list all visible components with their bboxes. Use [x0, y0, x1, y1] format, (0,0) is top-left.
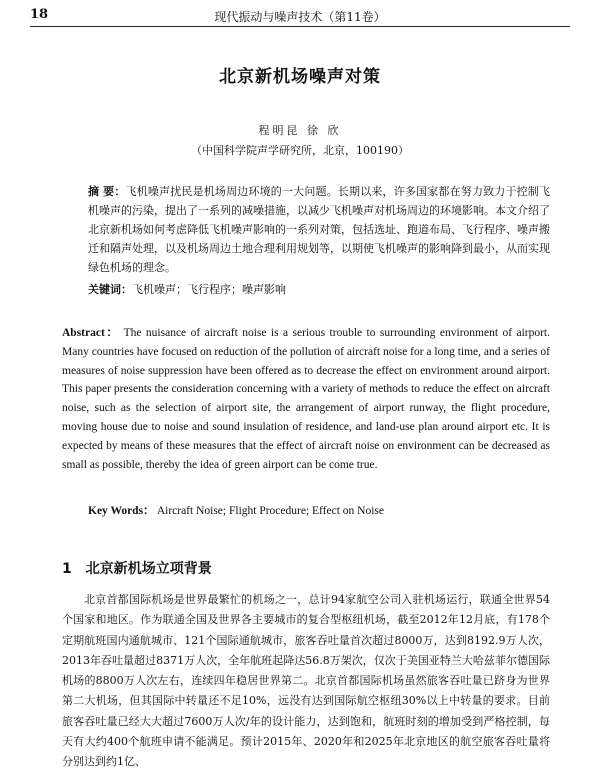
affiliation: （中国科学院声学研究所，北京，100190） [191, 144, 409, 157]
abstract-text-en: The nuisance of aircraft noise is a serious trouble to surrounding environment of airport. Many countries have focused on reduction of the pollution of aircraft noise for a long time, and a series of measures of noise suppression have been offered as to decrease the effect on environment around airport. This paper presents the consideration concerning with a variety of methods to reduce the effect on aircraft noise, such as the selection of airport site, the arrangement of airport runway, the flight procedure, moving house due to noise and sound insulation of residence, and land-use plan around airport etc. It is expected by means of these measures that the effect of aircraft noise on environment can be decreased as small as possible, thereby the idea of green airport can be come true. [62, 327, 551, 471]
section-title: 北京新机场立项背景 [85, 561, 212, 577]
abstract-label-en: Abstract： [62, 327, 120, 339]
keywords-text-en: Aircraft Noise; Flight Procedure; Effect on Noise [156, 505, 384, 517]
journal-title: 现代振动与噪声技术（第11卷） [214, 10, 386, 24]
keywords-label-zh: 关键词： [88, 283, 132, 296]
abstract-label-zh: 摘 要： [88, 185, 126, 198]
article-title: 北京新机场噪声对策 [219, 67, 381, 87]
running-header [30, 6, 570, 27]
keywords-label-en: Key Words： [88, 505, 155, 517]
english-abstract [62, 324, 550, 474]
abstract-text-zh: 飞机噪声扰民是机场周边环境的一大问题。长期以来，许多国家都在努力致力于控制飞机噪声的污染，提出了一系列的减噪措施，以减少飞机噪声对机场周边的环境影响。本文介绍了北京新机场如何考虑降低飞机噪声影响的一系列对策，包括选址、跑道布局、飞行程序、噪声搬迁和隔声处理，以及机场周边土地合理利用规划等，以期使飞机噪声的影响降到最小，从而实现绿色机场的理念。 [88, 185, 550, 274]
authors: 程明昆 徐 欣 [258, 124, 342, 137]
chinese-keywords [88, 280, 550, 299]
chinese-abstract [88, 182, 550, 277]
section-heading [62, 558, 212, 578]
page-number: 18 [30, 7, 49, 22]
section-number: 1 [62, 561, 72, 577]
body-paragraph: 北京首都国际机场是世界最繁忙的机场之一，总计94家航空公司入驻机场运行，联通全世界54个国家和地区。作为联通全国及世界各主要城市的复合型枢纽机场，截至2012年12月底，有178个定期航班国内通航城市、121个国际通航城市，旅客吞吐量首次超过8000万，达到8192.9万人次，2013年吞吐量超过8371万人次，全年航班起降达56.8万架次，仅次于美国亚特兰大哈兹菲尔德国际机场的8800万人次左右，连续四年稳居世界第二。北京首都国际机场虽然旅客吞吐量已跻身为世界第二大机场，但其国际中转量还不足10%，远没有达到国际航空枢纽30%以上中转量的要求。目前旅客吞吐量已经大大超过7600万人次/年的设计能力，达到饱和，航班时刻的增加受到严格控制，每天有大约400个航班申请不能满足。预计2015年、2020年和2025年北京地区的航空旅客吞吐量将分别达到约1亿、 [62, 593, 550, 769]
keywords-text-zh: 飞机噪声；飞行程序；噪声影响 [132, 283, 286, 296]
english-keywords [88, 502, 550, 521]
